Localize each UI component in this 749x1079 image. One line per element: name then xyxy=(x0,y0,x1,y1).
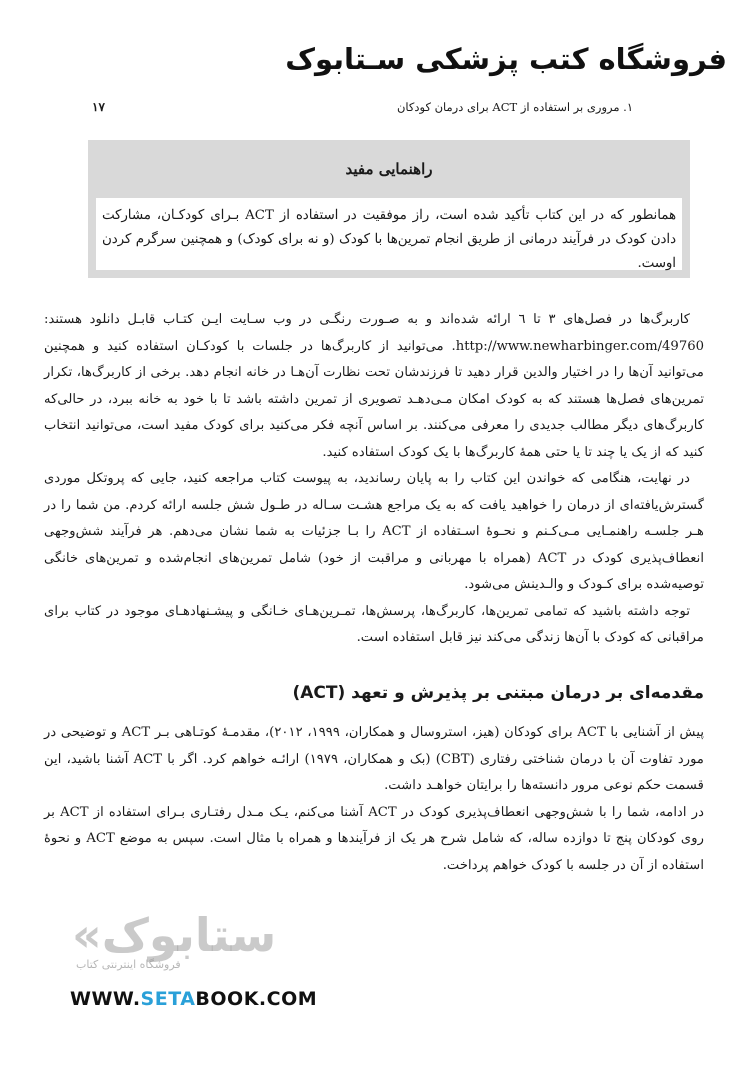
running-head xyxy=(92,98,657,116)
paragraph: پیش از آشنایی با ACT برای کودکان (هیز، استروسال و همکاران، ۱۹۹۹، ۲۰۱۲)، مقدمـهٔ کوتـاهی بـر ACT و توضیحی در مورد تفاوت آن با درمان شناختی رفتاری (CBT) (بک و همکاران، ۱۹۷۹) ارائـه خواهم کرد. اگر با ACT آشنا باشید، این قسمت حکم نوعی مرور دانسته‌ها را برایتان خواهـد داشت. xyxy=(44,725,704,793)
tip-box xyxy=(88,140,690,278)
paragraph: کاربرگ‌ها در فصل‌های ۳ تا ٦ ارائه شده‌اند و به صـورت رنگـی در وب سـایت ایـن کتـاب قابـل دانلود هستند: http://www.newharbinger.com/49760. می‌توانید از کاربرگ‌ها در جلسات با کودکـان استفاده کنید و همچنین می‌توانید آن‌ها را در اختیار والدین قرار دهید تا فرزندشان تحت نظارت آن‌هـا در خانه انجام دهد. برخی از کاربرگ‌ها، تکرار تمرین‌های فصل‌ها هستند که به کودک امکان مـی‌دهـد تصویری از تمرین داشته باشد تا با خود به خانه ببرد، در حالی‌که کاربرگ‌های دیگر مطالب جدیدی را معرفی می‌کنند. بر اساس آنچه فکر می‌کنید برای کودک مفید است، می‌توانید انتخاب کنید که از یک یا چند تا یا حتی همهٔ کاربرگ‌ها با یک کودک استفاده کنید. xyxy=(44,312,704,460)
store-title: فروشگاه کتب پزشکی سـتابوک xyxy=(285,42,727,76)
main-content xyxy=(44,307,704,879)
paragraph: در نهایت، هنگامی که خواندن این کتاب را به پایان رساندید، به پیوست کتاب مراجعه کنید، جایی که پروتکل موردی گسترش‌یافته‌ای از درمان را خواهید یافت که به یک مراجع هشـت سـاله در طـول شش جلسه ارائه کردم. من شما را در هـر جلسـه راهنمـایی مـی‌کـنم و نحـوهٔ اسـتفاده از ACT را بـا جزئیات به شما نشان می‌دهم. هر فرآیند شش‌وجهی انعطاف‌پذیری کودک در ACT (همراه با مهربانی و مراقبت از خود) شامل تمرین‌های انجام‌شده و تمرین‌های خانگی توصیه‌شده برای کـودک و والـدینش می‌شود. xyxy=(44,471,704,592)
chapter-title: ۱. مروری بر استفاده از ACT برای درمان کودکان xyxy=(396,100,633,114)
page-number: ۱۷ xyxy=(92,100,105,114)
watermark-logo: «ستابوک xyxy=(72,908,277,962)
site-url[interactable]: WWW.SETABOOK.COM xyxy=(70,988,318,1010)
paragraph: در ادامه، شما را با شش‌وجهی انعطاف‌پذیری کودک در ACT آشنا می‌کنم، یـک مـدل رفتـاری بـرای استفاده از ACT بر روی کودکان پنج تا دوازده ساله، که شامل شرح هر یک از فرآیندها و همراه با مثال است. سپس به موضع ACT و نحوهٔ استفاده از آن در جلسه با کودک خواهم پرداخت. xyxy=(44,804,704,873)
watermark-subtitle: فروشگاه اینترنتی کتاب xyxy=(76,958,181,971)
tip-text: همانطور که در این کتاب تأکید شده است، راز موفقیت در استفاده از ACT بـرای کودکـان، مشارکت دادن کودک در فرآیند درمانی از طریق انجام تمرین‌ها با کودک (و نه برای کودک) و همچنین سرگرم کردن اوست. xyxy=(96,198,682,270)
setabook-watermark xyxy=(62,908,277,978)
chevrons-icon: « xyxy=(72,908,102,962)
tip-title: راهنمایی مفید xyxy=(345,160,433,178)
section-heading: مقدمه‌ای بر درمان مبتنی بر پذیرش و تعهد (ACT) xyxy=(292,682,704,703)
paragraph: توجه داشته باشید که تمامی تمرین‌ها، کاربرگ‌ها، پرسش‌ها، تمـرین‌هـای خـانگی و پیشـنهادهـای موجود در کتاب برای مراقبانی که کودک با آن‌ها زندگی می‌کند نیز قابل استفاده است. xyxy=(44,603,704,645)
